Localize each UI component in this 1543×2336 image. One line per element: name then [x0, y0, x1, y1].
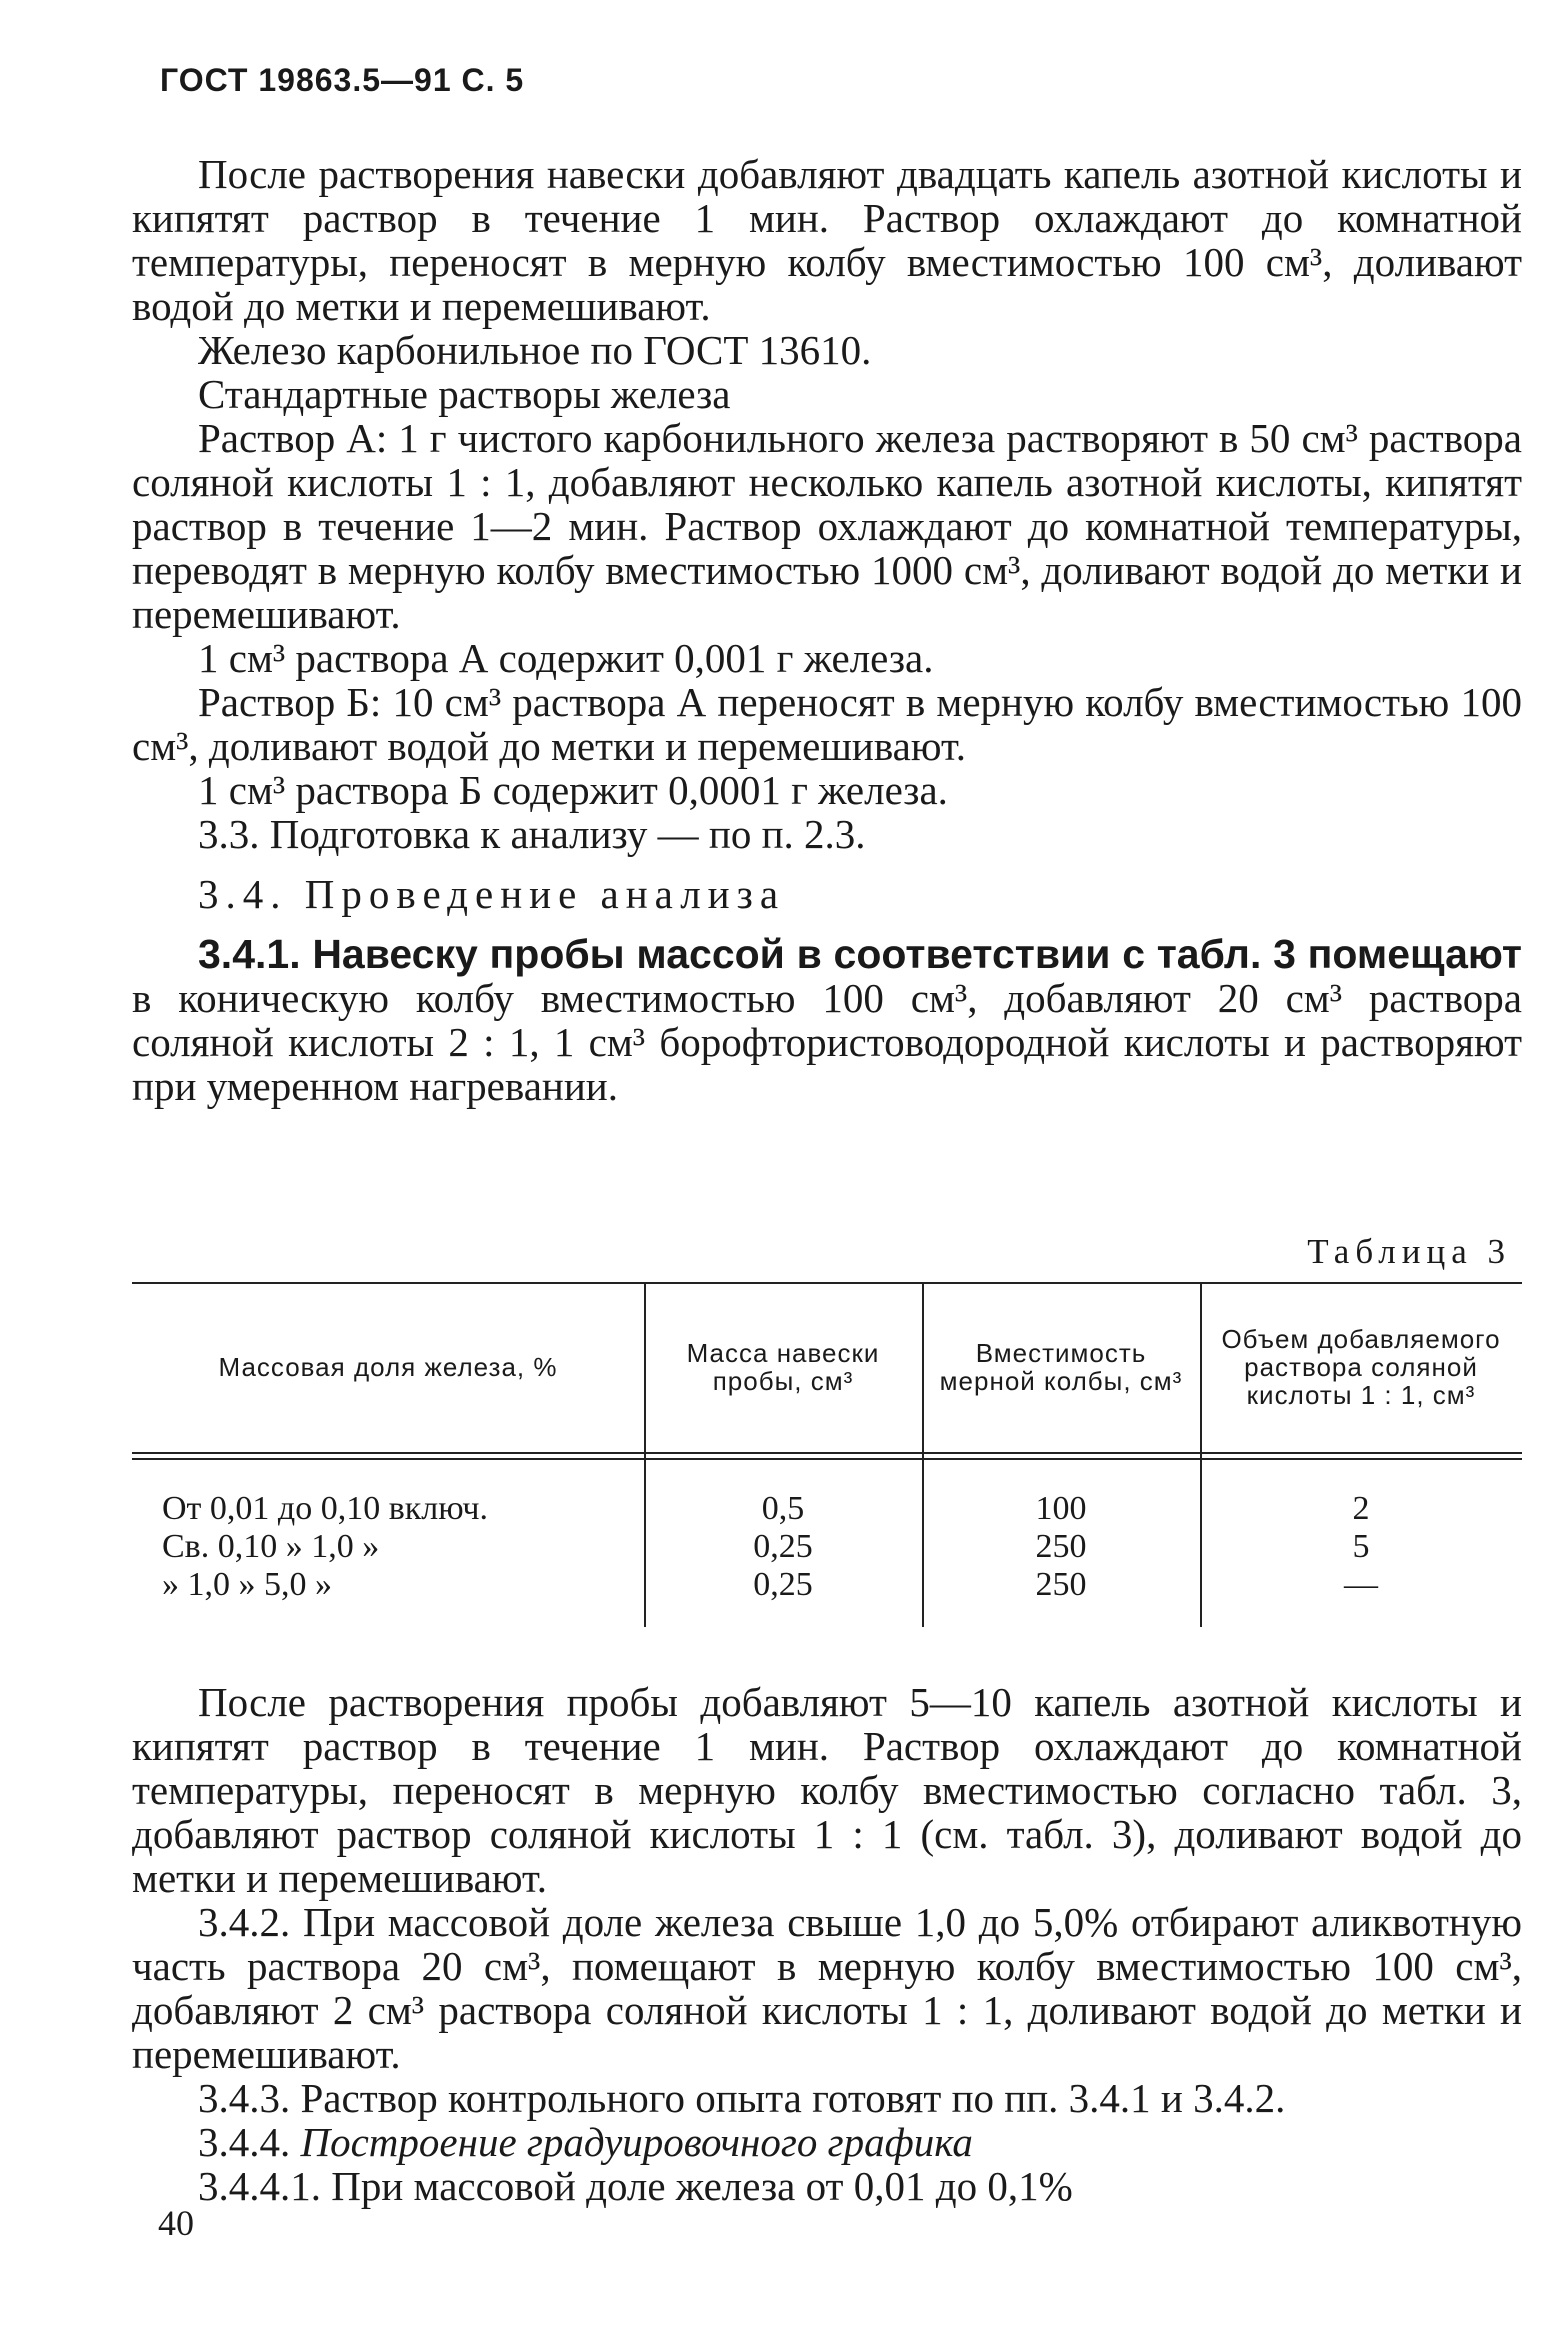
- paragraph: Раствор Б: 10 см³ раствора А переносят в мерную колбу вместимостью 100 см³, доливают водой до метки и перемешивают.: [132, 679, 1522, 769]
- document-header: ГОСТ 19863.5—91 С. 5: [160, 62, 525, 98]
- table-cell: 2: [1352, 1490, 1370, 1527]
- table-caption: Таблица 3: [1307, 1232, 1511, 1271]
- page-number: 40: [158, 2203, 194, 2243]
- paragraph: После растворения навески добавляют двадцать капель азотной кислоты и кипятят раствор в течение 1 мин. Раствор охлаждают до комнатной температуры, переносят в мерную колбу вместимостью 100 см³, доливают водой до метки и перемешивают.: [132, 151, 1522, 329]
- paragraph: Железо карбонильное по ГОСТ 13610.: [198, 327, 872, 373]
- table-cell: —: [1344, 1566, 1378, 1603]
- table-cell: Св. 0,10 » 1,0 »: [162, 1528, 380, 1565]
- text-block-bottom: [132, 1680, 1522, 2208]
- table-column-flask-volume: [922, 1490, 1200, 1604]
- paragraph: Стандартные растворы железа: [198, 371, 731, 417]
- table-cell: 100: [1035, 1490, 1087, 1527]
- paragraph: 3.4.2. При массовой доле железа свыше 1,0 до 5,0% отбирают аликвотную часть раствора 20 см³, помещают в мерную колбу вместимостью 100 см³, добавляют 2 см³ раствора соляной кислоты 1 : 1, доливают водой до метки и перемешивают.: [132, 1899, 1522, 2077]
- paragraph-rest: в коническую колбу вместимостью 100 см³, добавляют 20 см³ раствора соляной кислоты 2 : 1, 1 см³ борофтористоводородной кислоты и растворяют при умеренном нагревании.: [132, 975, 1522, 1109]
- paragraph: [132, 932, 1522, 1108]
- table-header-cell: Массовая доля железа, %: [218, 1352, 558, 1382]
- table-header-cell: Объем добавляемого раствора соляной кислоты 1 : 1, см³: [1221, 1324, 1501, 1410]
- table-cell: 0,25: [753, 1566, 813, 1603]
- paragraph: 1 см³ раствора Б содержит 0,0001 г железа.: [198, 767, 948, 813]
- subsection-title: Построение градуировочного графика: [300, 2119, 973, 2165]
- table-cell: » 1,0 » 5,0 »: [162, 1566, 332, 1603]
- table-column-sample-mass: [644, 1490, 922, 1604]
- table-cell: 5: [1352, 1528, 1370, 1565]
- table-cell: 250: [1035, 1566, 1087, 1603]
- table-cell: 0,5: [761, 1490, 805, 1527]
- paragraph: 3.3. Подготовка к анализу — по п. 2.3.: [198, 811, 866, 857]
- table-cell: От 0,01 до 0,10 включ.: [162, 1490, 488, 1527]
- table-header-cell: Вместимость мерной колбы, см³: [939, 1338, 1183, 1396]
- table-cell: 0,25: [753, 1528, 813, 1565]
- paragraph: Раствор А: 1 г чистого карбонильного железа растворяют в 50 см³ раствора соляной кислоты 1 : 1, добавляют несколько капель азотной кислоты, кипятят раствор в течение 1—2 мин. Раствор охлаждают до комнатной температуры, переводят в мерную колбу вместимостью 1000 см³, доливают водой до метки и перемешивают.: [132, 415, 1522, 637]
- paragraph: 3.4.4.1. При массовой доле железа от 0,01 до 0,1%: [198, 2163, 1073, 2209]
- paragraph: 1 см³ раствора А содержит 0,001 г железа.: [198, 635, 934, 681]
- paragraph-lead: 3.4.1. Навеску пробы массой в соответствии с табл. 3 помещают: [198, 931, 1522, 977]
- paragraph: 3.4.3. Раствор контрольного опыта готовят по пп. 3.4.1 и 3.4.2.: [198, 2075, 1286, 2121]
- table-header-rule-2: [132, 1458, 1522, 1460]
- table-column-acid-volume: [1200, 1490, 1522, 1604]
- paragraph: [132, 2120, 1522, 2164]
- table-header-rule: [132, 1452, 1522, 1454]
- section-heading: 3.4. Проведение анализа: [198, 871, 786, 917]
- paragraph-number: 3.4.4.: [198, 2119, 301, 2165]
- table-header-cell: Масса навески пробы, см³: [686, 1338, 880, 1396]
- paragraph: После растворения пробы добавляют 5—10 капель азотной кислоты и кипятят раствор в течение 1 мин. Раствор охлаждают до комнатной температуры, переносят в мерную колбу вместимостью согласно табл. 3, добавляют раствор соляной кислоты 1 : 1 (см. табл. 3), доливают водой до метки и перемешивают.: [132, 1679, 1522, 1901]
- table-column-mass-fraction: [162, 1490, 642, 1604]
- data-table: [132, 1282, 1522, 1627]
- text-block-top: [132, 152, 1522, 1108]
- table-cell: 250: [1035, 1528, 1087, 1565]
